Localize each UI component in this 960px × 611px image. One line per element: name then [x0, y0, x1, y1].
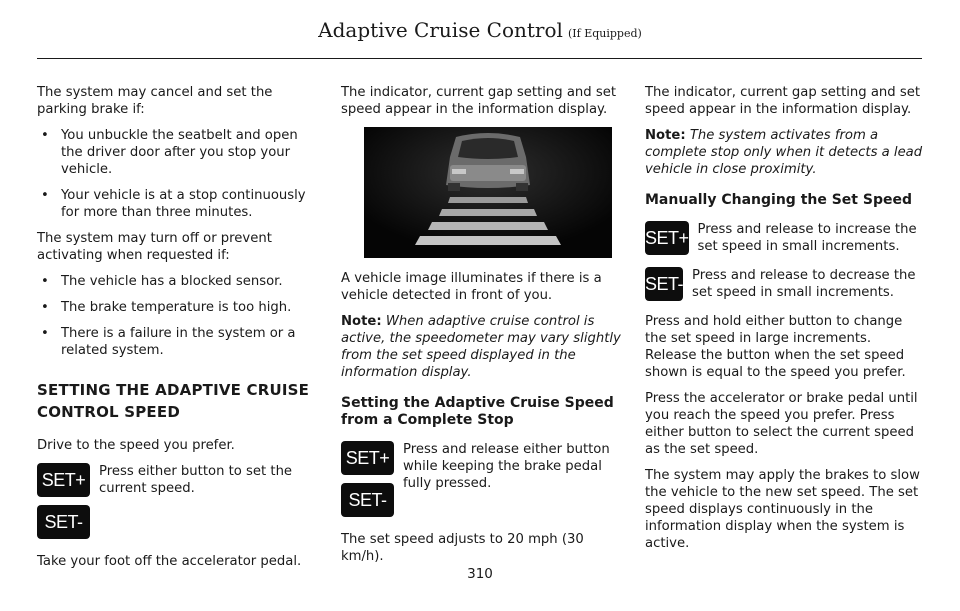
set-minus-button[interactable]: SET- [37, 505, 90, 539]
set-buttons-row [37, 463, 319, 539]
list-item: • The brake temperature is too high. [37, 299, 319, 316]
paragraph: A vehicle image illuminates if there is a vehicle detected in front of you. [341, 271, 602, 303]
subsection-heading: Setting the Adaptive Cruise Speed from a Complete Stop [341, 395, 614, 428]
section-heading-line: SETTING THE ADAPTIVE CRUISE [37, 381, 310, 399]
note [341, 313, 623, 381]
paragraph: The system may cancel and set the parking brake if: [37, 85, 273, 117]
page-title: Adaptive Cruise Control [318, 18, 563, 42]
note [645, 127, 925, 178]
note-text: When adaptive cruise control is active, the speedometer may vary slightly from the set speed displayed in the information display. [341, 314, 621, 380]
note-label: Note: [341, 314, 382, 329]
set-plus-button[interactable]: SET+ [37, 463, 90, 497]
note-text: The system activates from a complete stop only when it detects a lead vehicle in close proximity. [645, 128, 923, 177]
paragraph: The indicator, current gap setting and set speed appear in the information display. [341, 85, 616, 117]
set-minus-row [645, 267, 925, 301]
button-description: Press and release to decrease the set speed in small increments. [692, 268, 916, 300]
page-subtitle: (If Equipped) [568, 27, 642, 40]
set-buttons-stack [341, 441, 394, 517]
set-plus-button[interactable]: SET+ [341, 441, 394, 475]
page-number: 310 [467, 566, 493, 582]
list-item: • The vehicle has a blocked sensor. [37, 273, 319, 290]
set-buttons-row [341, 441, 623, 517]
paragraph: The set speed adjusts to 20 mph (30 km/h). [341, 532, 584, 564]
button-description: Press and release either button while keeping the brake pedal fully pressed. [403, 442, 610, 491]
paragraph: The system may apply the brakes to slow the vehicle to the new set speed. The set speed displays continuously in the information display when the system is active. [645, 468, 920, 551]
column-1 [37, 84, 319, 579]
paragraph: The indicator, current gap setting and set speed appear in the information display. [645, 85, 920, 117]
list-item: • You unbuckle the seatbelt and open the driver door after you stop your vehicle. [37, 127, 319, 178]
bullet-list [37, 273, 319, 359]
list-item: • Your vehicle is at a stop continuously for more than three minutes. [37, 187, 319, 221]
set-buttons-stack [37, 463, 90, 539]
column-3 [645, 84, 925, 561]
section-heading [37, 379, 319, 423]
paragraph: Press the accelerator or brake pedal until you reach the speed you prefer. Press either button to select the current speed as the set speed. [645, 391, 918, 457]
paragraph: Press and hold either button to change the set speed in large increments. Release the button when the set speed shown is equal to the speed you prefer. [645, 314, 906, 380]
button-description: Press and release to increase the set speed in small increments. [697, 222, 917, 254]
button-description: Press either button to set the current speed. [99, 464, 293, 496]
page-header [0, 18, 960, 42]
note-label: Note: [645, 128, 686, 143]
paragraph: Take your foot off the accelerator pedal. [37, 554, 302, 569]
subsection-heading: Manually Changing the Set Speed [645, 192, 912, 208]
bullet-list [37, 127, 319, 221]
information-display-image [364, 127, 612, 258]
list-item: • There is a failure in the system or a related system. [37, 325, 319, 359]
column-2 [341, 84, 623, 574]
set-plus-button[interactable]: SET+ [645, 221, 689, 255]
header-rule [37, 58, 922, 59]
section-heading-line: CONTROL SPEED [37, 403, 180, 421]
paragraph: The system may turn off or prevent activating when requested if: [37, 231, 272, 263]
set-minus-button[interactable]: SET- [341, 483, 394, 517]
set-minus-button[interactable]: SET- [645, 267, 683, 301]
vehicle-icon [446, 133, 530, 191]
paragraph: Drive to the speed you prefer. [37, 438, 235, 453]
set-plus-row [645, 221, 925, 255]
